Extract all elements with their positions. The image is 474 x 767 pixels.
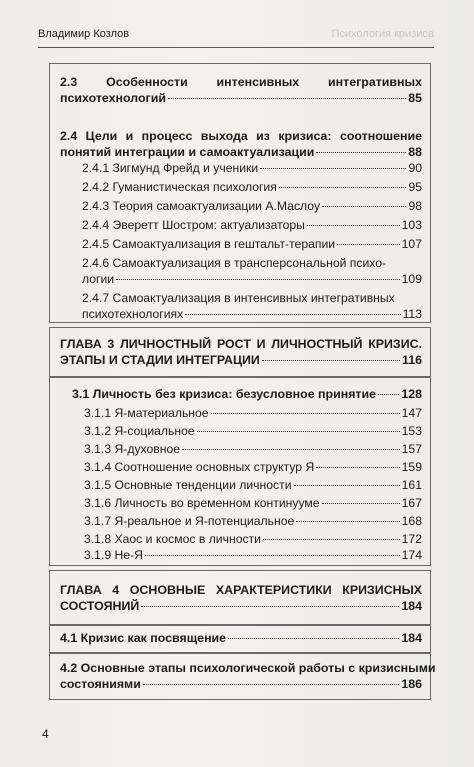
toc-page-number: 159 — [401, 460, 422, 474]
leader-dots — [197, 431, 400, 432]
leader-dots — [296, 521, 399, 522]
leader-dots — [260, 168, 406, 169]
toc-entry-title: 3.1.4 Соотношение основных структур Я — [84, 460, 315, 474]
toc-page-number: 95 — [408, 180, 422, 194]
leader-dots — [378, 394, 399, 395]
toc-entry-title-line: 2.4 Цели и процесс выхода из кризиса: соотношение — [60, 129, 422, 143]
toc-entry-2-4-7[interactable] — [82, 290, 422, 322]
toc-entry-title-line: 2.3 Особенности интенсивных интегративных — [60, 75, 422, 89]
toc-page-number: 128 — [401, 387, 422, 401]
toc-entry-title-line: психотехнологиях — [82, 307, 184, 321]
toc-page-number: 103 — [401, 218, 422, 232]
toc-page-number: 88 — [408, 145, 422, 159]
toc-entry-3-1-1[interactable] — [84, 405, 422, 421]
toc-entry-3-1-2[interactable] — [84, 423, 422, 439]
leader-dots — [168, 98, 406, 99]
toc-box-chapter-2 — [49, 63, 431, 323]
toc-entry-chapter-4[interactable] — [60, 582, 422, 614]
leader-dots — [316, 152, 406, 153]
toc-page-number: 186 — [401, 677, 422, 691]
toc-entry-title: 2.4.5 Самоактуализация в гештальт-терапии — [82, 237, 336, 251]
toc-entry-title-line: ГЛАВА 4 ОСНОВНЫЕ ХАРАКТЕРИСТИКИ КРИЗИСНЫХ — [60, 583, 422, 597]
toc-entry-title: 2.4.4 Эверетт Шостром: актуализаторы — [82, 218, 305, 232]
leader-dots — [316, 467, 399, 468]
toc-entry-title: 3.1.9 Не-Я — [84, 548, 143, 562]
toc-entry-title: 2.4.1 Зигмунд Фрейд и ученики — [82, 161, 259, 175]
leader-dots — [145, 555, 400, 556]
toc-entry-chapter-3[interactable] — [60, 336, 422, 368]
leader-dots — [182, 449, 400, 450]
toc-page-number: 147 — [401, 406, 422, 420]
toc-entry-2-4-5[interactable] — [82, 236, 422, 252]
toc-entry-title-line: СОСТОЯНИЙ — [60, 599, 140, 613]
toc-entry-3-1-5[interactable] — [84, 477, 422, 493]
toc-entry-3-1-4[interactable] — [84, 459, 422, 475]
leader-dots — [141, 606, 399, 607]
leader-dots — [307, 225, 400, 226]
toc-page-number: 168 — [401, 514, 422, 528]
running-header — [38, 28, 434, 40]
leader-dots — [116, 279, 400, 280]
toc-entry-2-4-1[interactable] — [82, 160, 422, 176]
toc-entry-title-line: психотехнологий — [60, 91, 166, 105]
toc-page-number: 174 — [401, 548, 422, 562]
toc-entry-title: 3.1.7 Я-реальное и Я-потенциальное — [84, 514, 295, 528]
toc-box-section-3-1 — [49, 376, 431, 566]
toc-entry-4-2[interactable] — [60, 660, 436, 692]
toc-entry-title-line: 2.4.7 Самоактуализация в интенсивных интегративных — [82, 291, 395, 305]
leader-dots — [143, 684, 399, 685]
leader-dots — [279, 187, 407, 188]
toc-page-number: 107 — [401, 237, 422, 251]
toc-entry-2-4-6[interactable] — [82, 255, 422, 287]
toc-page-number: 85 — [408, 91, 422, 105]
leader-dots — [263, 539, 400, 540]
toc-entry-title: 3.1 Личность без кризиса: безусловное принятие — [72, 387, 376, 401]
toc-entry-3-1-7[interactable] — [84, 513, 422, 529]
toc-page-number: 113 — [402, 307, 422, 321]
toc-entry-title-line: логии — [82, 272, 115, 286]
toc-page-number: 161 — [401, 478, 422, 492]
toc-box-chapter-3-heading — [49, 327, 431, 378]
page-number: 4 — [42, 727, 49, 741]
toc-entry-3-1[interactable] — [72, 386, 422, 402]
toc-entry-title-line: состояниями — [60, 677, 141, 691]
toc-entry-title-line: 2.4.6 Самоактуализация в трансперсональной психо- — [82, 256, 387, 270]
toc-entry-title: 3.1.2 Я-социальное — [84, 424, 195, 438]
toc-page-number: 116 — [402, 353, 422, 367]
leader-dots — [185, 314, 400, 315]
toc-entry-2-4[interactable] — [60, 128, 422, 160]
toc-entry-title-line: ЭТАПЫ И СТАДИИ ИНТЕГРАЦИИ — [60, 353, 260, 367]
toc-entry-title-line: 4.2 Основные этапы психологической работы с кризисными — [60, 661, 436, 675]
header-rule — [38, 47, 434, 48]
toc-box-section-4-1 — [49, 624, 431, 654]
toc-page-number: 157 — [401, 442, 422, 456]
leader-dots — [262, 360, 400, 361]
toc-entry-title: 3.1.1 Я-материальное — [84, 406, 209, 420]
toc-entry-3-1-3[interactable] — [84, 441, 422, 457]
toc-entry-2-3[interactable] — [60, 74, 422, 106]
toc-entry-2-4-3[interactable] — [82, 198, 422, 214]
toc-entry-title: 3.1.5 Основные тенденции личности — [84, 478, 292, 492]
toc-entry-title: 4.1 Кризис как посвящение — [60, 631, 227, 645]
leader-dots — [211, 413, 400, 414]
toc-entry-2-4-2[interactable] — [82, 179, 422, 195]
toc-entry-title-line: понятий интеграции и самоактуализации — [60, 145, 315, 159]
toc-box-section-4-2 — [49, 652, 436, 700]
toc-entry-title: 3.1.6 Личность во временном континууме — [84, 496, 320, 510]
toc-entry-3-1-8[interactable] — [84, 531, 422, 547]
toc-box-chapter-4-heading — [49, 570, 431, 626]
toc-entry-2-4-4[interactable] — [82, 217, 422, 233]
leader-dots — [228, 638, 399, 639]
leader-dots — [294, 485, 400, 486]
toc-entry-title: 3.1.3 Я-духовное — [84, 442, 181, 456]
author-name: Владимир Козлов — [38, 28, 130, 40]
toc-page-number: 184 — [401, 631, 422, 645]
toc-entry-title: 2.4.2 Гуманистическая психология — [82, 180, 277, 194]
toc-page-number: 184 — [401, 599, 422, 613]
toc-entry-title-line: ГЛАВА 3 ЛИЧНОСТНЫЙ РОСТ И ЛИЧНОСТНЫЙ КРИЗИС. — [60, 337, 422, 351]
leader-dots — [337, 244, 400, 245]
faded-running-title: Психология кризиса — [331, 28, 434, 40]
toc-page-number: 167 — [401, 496, 422, 510]
toc-page-number: 109 — [401, 272, 422, 286]
toc-page-number: 153 — [401, 424, 422, 438]
toc-entry-3-1-6[interactable] — [84, 495, 422, 511]
toc-page-number: 90 — [408, 161, 422, 175]
toc-page-number: 98 — [408, 199, 422, 213]
toc-entry-title: 3.1.8 Хаос и космос в личности — [84, 532, 261, 546]
toc-entry-title: 2.4.3 Теория самоактуализации А.Маслоу — [82, 199, 321, 213]
toc-entry-4-1[interactable] — [60, 630, 422, 646]
toc-entry-3-1-9[interactable] — [84, 547, 422, 563]
leader-dots — [322, 503, 400, 504]
toc-page-number: 172 — [401, 532, 422, 546]
leader-dots — [322, 206, 406, 207]
